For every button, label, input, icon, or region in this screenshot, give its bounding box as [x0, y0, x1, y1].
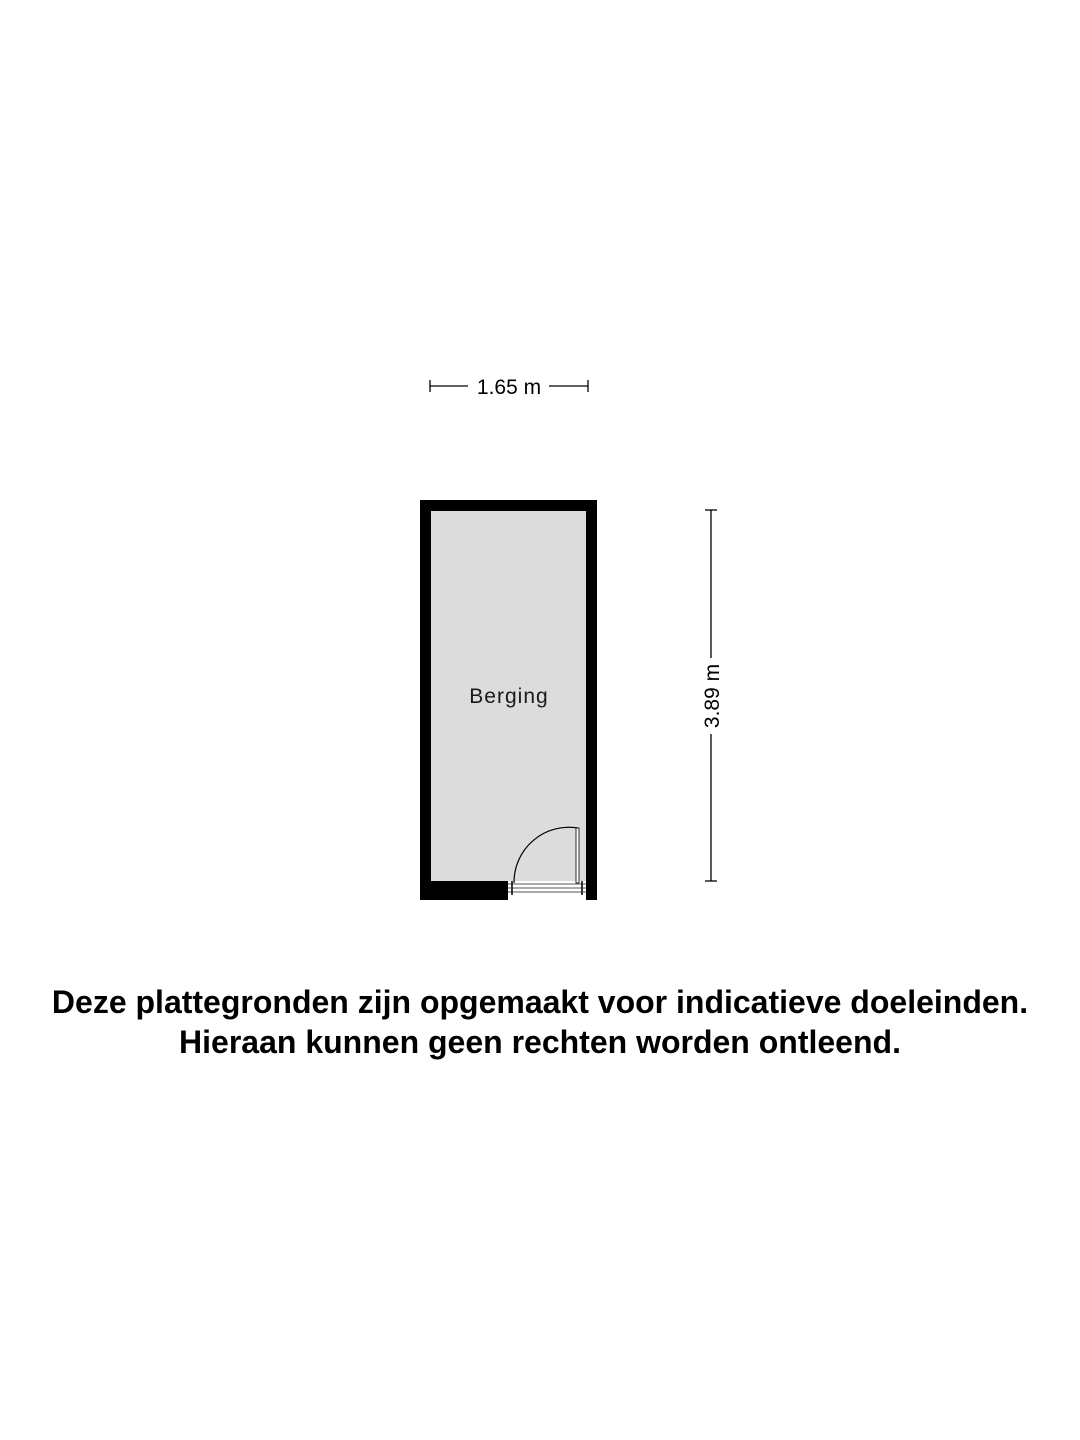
- wall-left: [420, 500, 431, 900]
- disclaimer: [0, 982, 1080, 1062]
- disclaimer-line-2: Hieraan kunnen geen rechten worden ontleend.: [179, 1024, 901, 1060]
- wall-top: [420, 500, 597, 511]
- wall-right: [586, 500, 597, 900]
- wall-bottom-left: [420, 881, 508, 900]
- room-berging: [420, 500, 597, 900]
- width-dimension: [430, 376, 588, 399]
- length-dimension-label: 3.89 m: [701, 663, 724, 729]
- room-label: Berging: [469, 685, 549, 708]
- door-leaf-thickness: [576, 828, 579, 883]
- length-dimension: [701, 510, 724, 881]
- width-dimension-label: 1.65 m: [476, 376, 542, 399]
- disclaimer-line-1: Deze plattegronden zijn opgemaakt voor indicatieve doeleinden.: [51, 984, 1029, 1020]
